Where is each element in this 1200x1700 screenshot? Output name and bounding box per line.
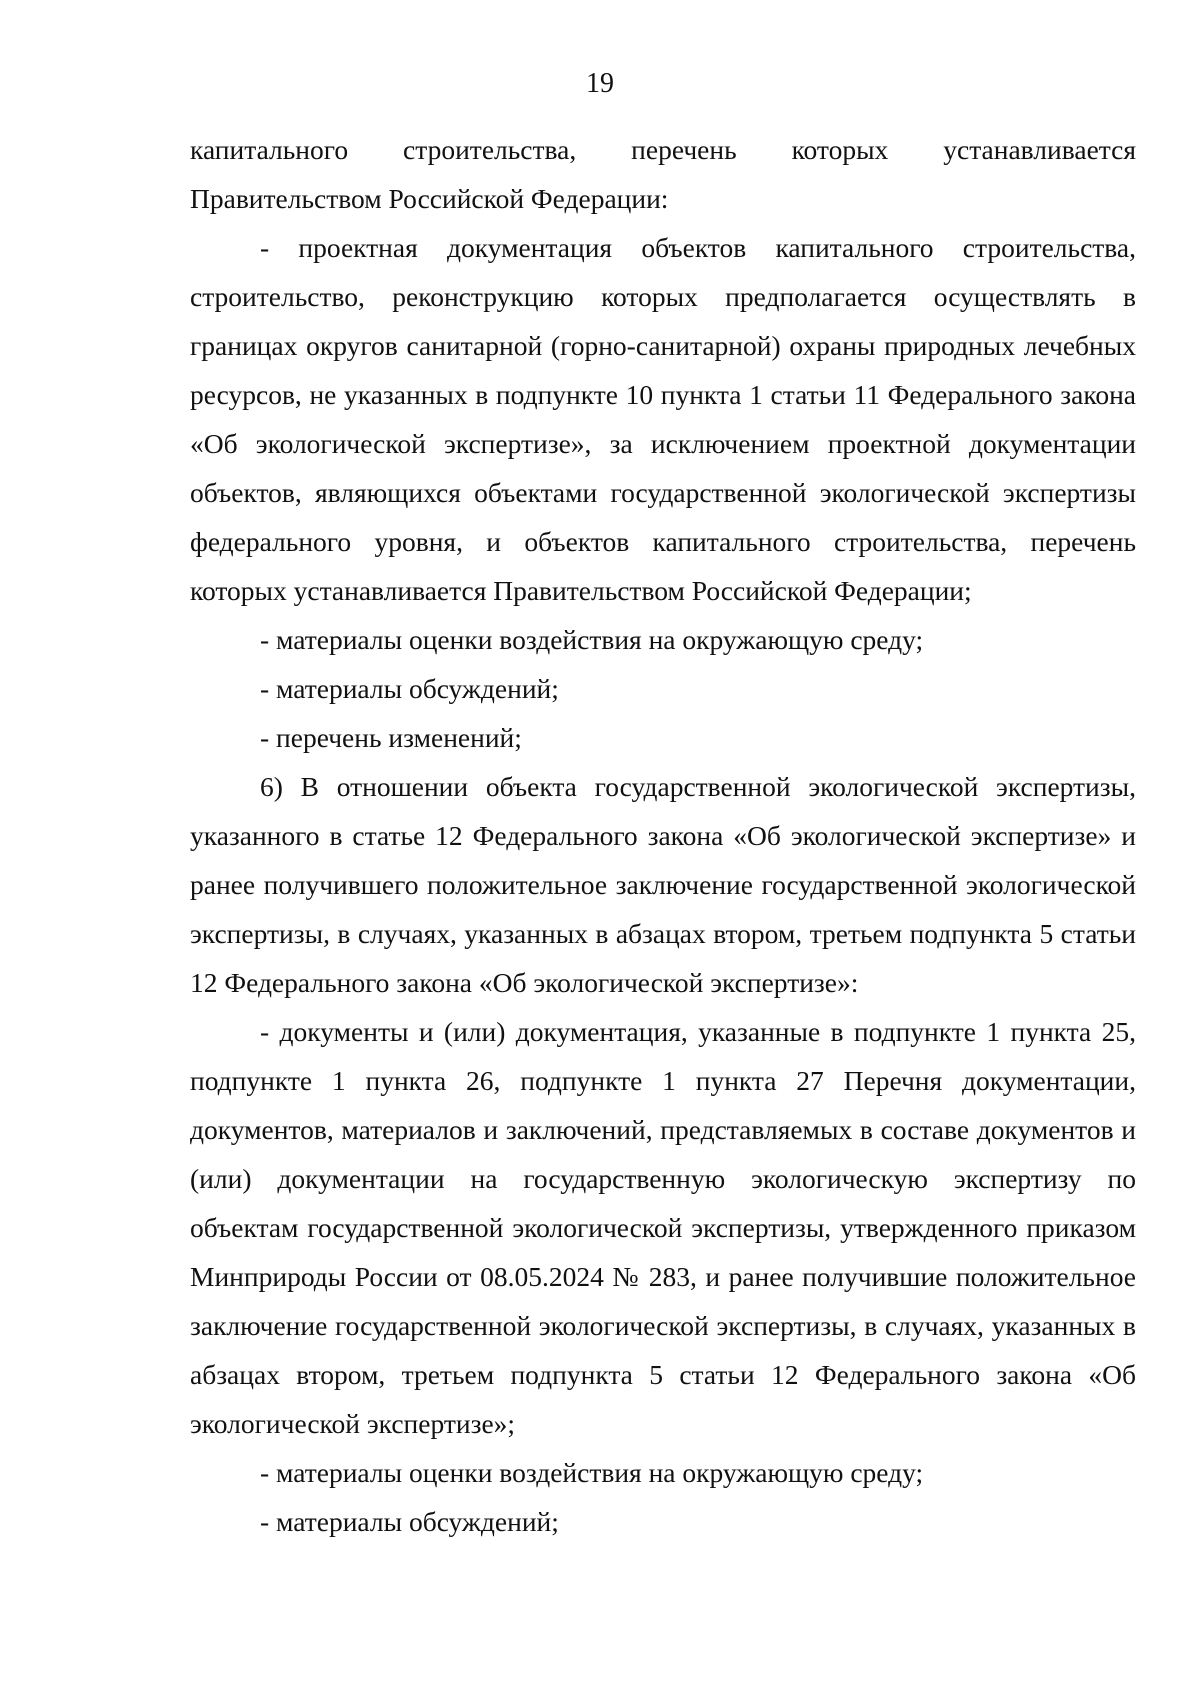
- list-item-impact-assessment: - материалы оценки воздействия на окружающую среду;: [260, 624, 924, 655]
- paragraph-item-6: 6) В отношении объекта государственной экологической экспертизы, указанного в статье 12 Федерального закона «Об экологической экспертизе» и ранее получившего положительное заключение государственной экологической экспертизы, в случаях, указанных в абзацах втором, третьем подпункта 5 статьи 12 Федерального закона «Об экологической экспертизе»:: [190, 771, 1136, 998]
- paragraph-continuation: капитального строительства, перечень которых устанавливается Правительством Российской Федерации:: [190, 134, 1136, 214]
- list-item-changes-list: - перечень изменений;: [260, 722, 522, 753]
- list-item-documents: - документы и (или) документация, указанные в подпункте 1 пункта 25, подпункте 1 пункта 26, подпункте 1 пункта 27 Перечня документации, документов, материалов и заключений, представляемых в составе документов и (или) документации на государственную экологическую экспертизу по объектам государственной экологической экспертизы, утвержденного приказом Минприроды России от 08.05.2024 № 283, и ранее получившие положительное заключение государственной экологической экспертизы, в случаях, указанных в абзацах втором, третьем подпункта 5 статьи 12 Федерального закона «Об экологической экспертизе»;: [190, 1016, 1136, 1439]
- page-number: 19: [586, 68, 614, 99]
- list-item-discussion-materials-2: - материалы обсуждений;: [260, 1506, 559, 1537]
- list-item-impact-assessment-2: - материалы оценки воздействия на окружающую среду;: [260, 1457, 924, 1488]
- document-body: [190, 125, 1136, 1546]
- list-item-discussion-materials: - материалы обсуждений;: [260, 673, 559, 704]
- list-item-project-documentation: - проектная документация объектов капитального строительства, строительство, реконструкцию которых предполагается осуществлять в границах округов санитарной (горно-санитарной) охраны природных лечебных ресурсов, не указанных в подпункте 10 пункта 1 статьи 11 Федерального закона «Об экологической экспертизе», за исключением проектной документации объектов, являющихся объектами государственной экологической экспертизы федерального уровня, и объектов капитального строительства, перечень которых устанавливается Правительством Российской Федерации;: [190, 232, 1136, 606]
